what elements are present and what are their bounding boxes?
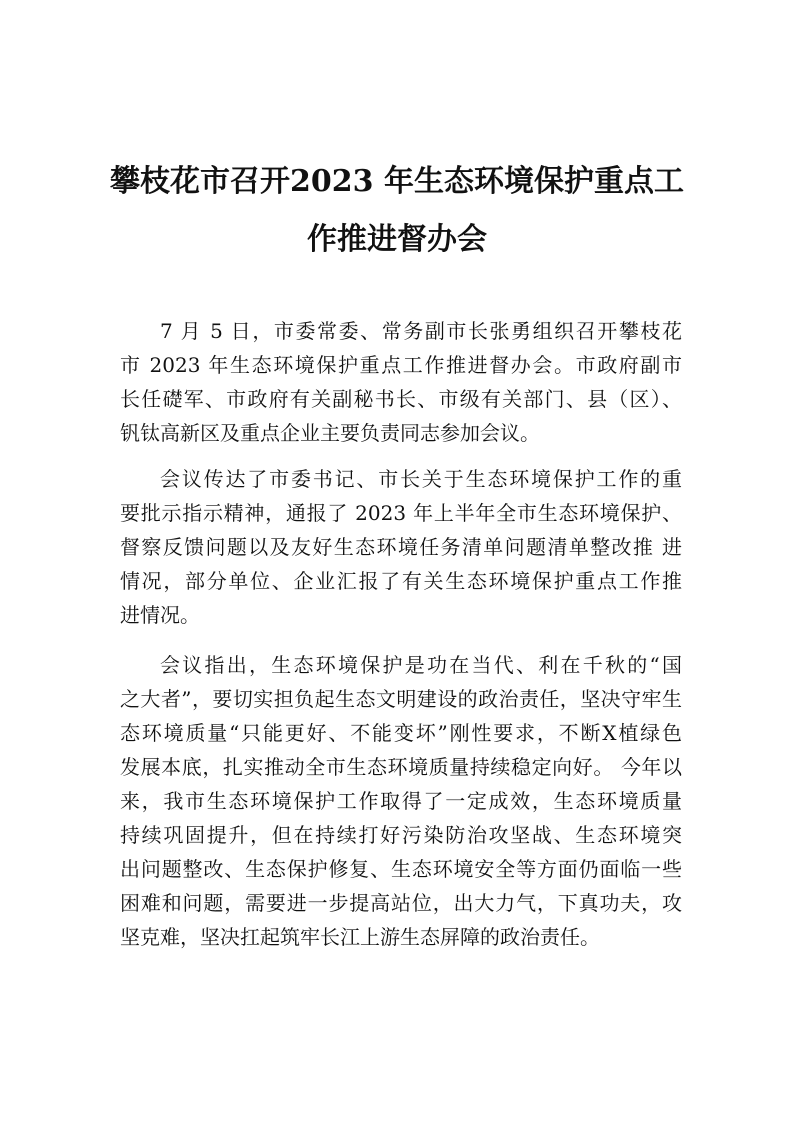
paragraph-line: 会议指出，生态环境保护是功在当代、利在千秋的“国 xyxy=(160,653,682,677)
paragraph-line: 发展本底，扎实推动全市生态环境质量持续稳定向好。 今年以 xyxy=(120,755,682,779)
paragraph-line: 长任礎军、市政府有关副秘书长、市级有关部门、县（区）、 xyxy=(120,387,682,411)
paragraph-1 xyxy=(120,314,682,450)
paragraph-3 xyxy=(120,648,682,954)
paragraph-line: 持续巩固提升，但在持续打好污染防治攻坚战、生态环境突 xyxy=(120,823,682,847)
paragraph-line: 会议传达了市委书记、市长关于生态环境保护工作的重 xyxy=(160,467,682,491)
paragraph-line: 坚克难，坚决扛起筑牢长江上游生态屏障的政治责任。 xyxy=(120,925,600,949)
paragraph-line: 之大者”，要切实担负起生态文明建设的政治责任，坚决守牢生 xyxy=(120,687,682,711)
paragraph-line: 困难和问题，需要进一步提高站位，出大力气，下真功夫，攻 xyxy=(120,891,682,915)
paragraph-line: 7 月 5 日，市委常委、常务副市长张勇组织召开攀枝花 xyxy=(160,319,682,343)
document-title-line-2: 作推进督办会 xyxy=(307,222,487,257)
paragraph-line: 钒钛高新区及重点企业主要负责同志参加会议。 xyxy=(120,421,540,445)
paragraph-line: 来，我市生态环境保护工作取得了一定成效，生态环境质量 xyxy=(120,789,682,813)
paragraph-line: 情况，部分单位、企业汇报了有关生态环境保护重点工作推 xyxy=(120,569,682,593)
paragraph-line: 进情况。 xyxy=(120,603,200,627)
paragraph-line: 督察反馈问题以及友好生态环境任务清单问题清单整改推 进 xyxy=(120,535,682,559)
paragraph-2 xyxy=(120,462,682,632)
document-title-line-1: 攀枝花市召开2023 年生态环境保护重点工 xyxy=(110,164,684,199)
paragraph-line: 出问题整改、生态保护修复、生态环境安全等方面仍面临一些 xyxy=(120,857,682,881)
paragraph-line: 要批示指示精神，通报了 2023 年上半年全市生态环境保护、 xyxy=(120,501,682,525)
paragraph-line: 市 2023 年生态环境保护重点工作推进督办会。市政府副市 xyxy=(120,353,682,377)
paragraph-line: 态环境质量“只能更好、不能变坏”刚性要求，不断X植绿色 xyxy=(120,721,682,745)
